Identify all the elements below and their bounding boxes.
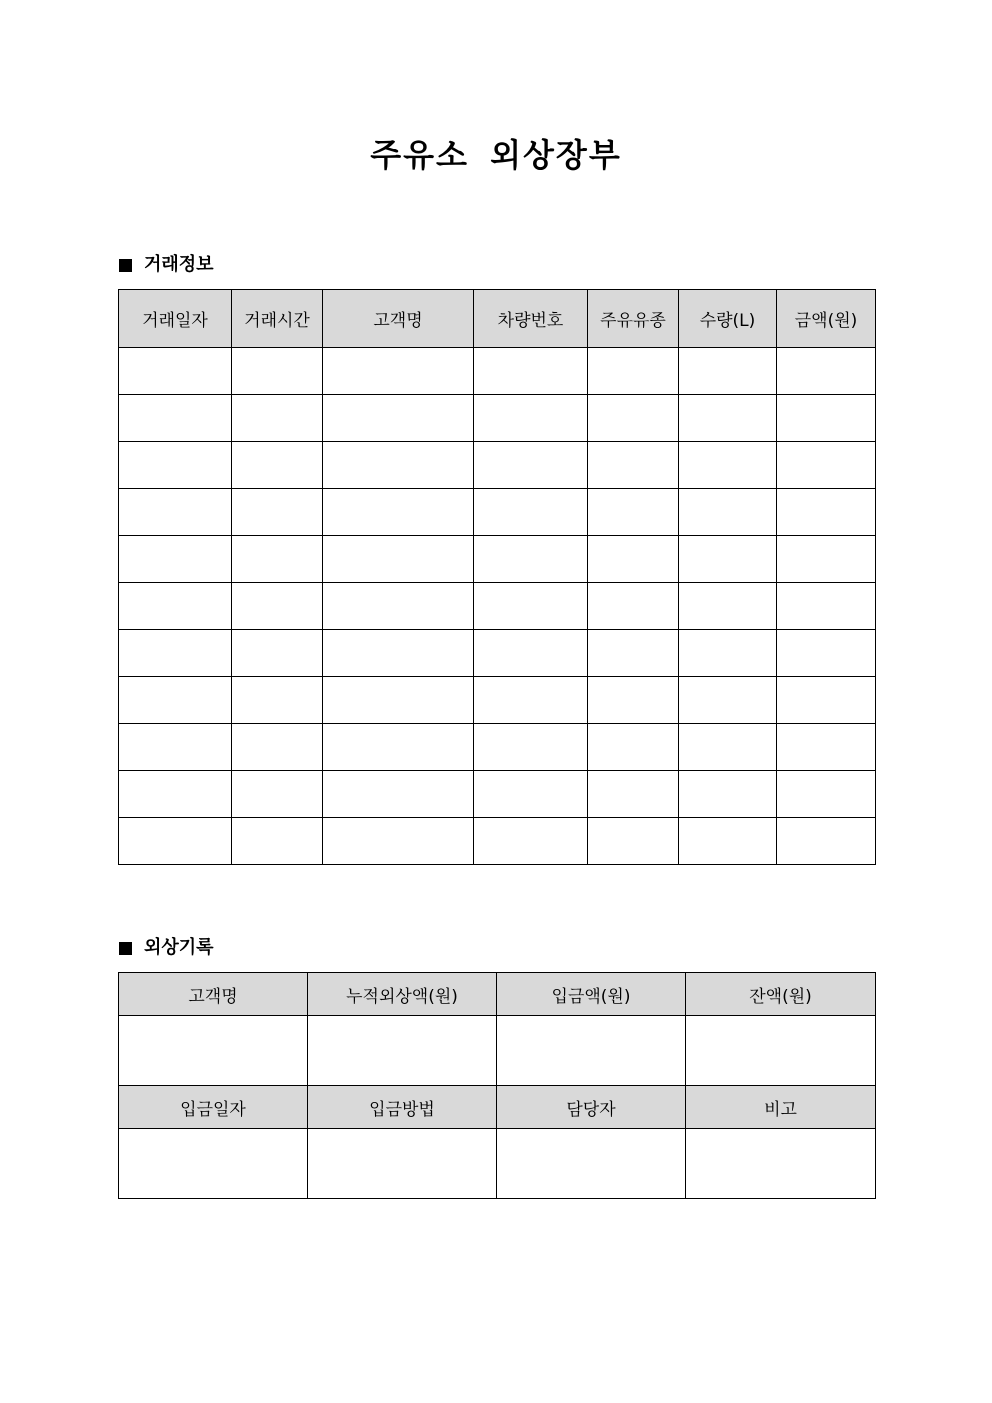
cell-customer[interactable] <box>323 348 474 395</box>
cell-fuel-type[interactable] <box>588 442 679 489</box>
cell-customer[interactable] <box>323 630 474 677</box>
credit-section-heading <box>119 936 214 960</box>
square-bullet-icon <box>119 942 132 955</box>
cell-quantity[interactable] <box>679 818 777 865</box>
cell-vehicle-number[interactable] <box>474 630 588 677</box>
cell-date[interactable] <box>119 442 232 489</box>
cell-fuel-type[interactable] <box>588 348 679 395</box>
header-deposit-amount: 입금액(원) <box>497 973 686 1016</box>
cell-time[interactable] <box>232 724 323 771</box>
cell-time[interactable] <box>232 536 323 583</box>
cell-date[interactable] <box>119 724 232 771</box>
cell-quantity[interactable] <box>679 395 777 442</box>
cell-customer[interactable] <box>323 489 474 536</box>
table-row <box>119 724 876 771</box>
credit-header-row-1 <box>119 973 876 1016</box>
table-row <box>119 536 876 583</box>
header-accumulated-credit: 누적외상액(원) <box>308 973 497 1016</box>
cell-deposit-amount[interactable] <box>497 1016 686 1086</box>
header-deposit-date: 입금일자 <box>119 1086 308 1129</box>
cell-time[interactable] <box>232 677 323 724</box>
cell-amount[interactable] <box>777 771 876 818</box>
credit-value-row-2 <box>119 1129 876 1199</box>
cell-amount[interactable] <box>777 724 876 771</box>
cell-customer[interactable] <box>323 395 474 442</box>
transaction-heading-text: 거래정보 <box>144 254 214 275</box>
page-title: 주유소 외상장부 <box>370 136 622 174</box>
cell-customer[interactable] <box>323 677 474 724</box>
transaction-table <box>118 289 876 865</box>
cell-vehicle-number[interactable] <box>474 442 588 489</box>
cell-time[interactable] <box>232 818 323 865</box>
cell-amount[interactable] <box>777 536 876 583</box>
table-row <box>119 771 876 818</box>
cell-balance[interactable] <box>686 1016 876 1086</box>
cell-vehicle-number[interactable] <box>474 677 588 724</box>
table-row <box>119 583 876 630</box>
cell-amount[interactable] <box>777 677 876 724</box>
cell-amount[interactable] <box>777 395 876 442</box>
cell-time[interactable] <box>232 348 323 395</box>
cell-fuel-type[interactable] <box>588 771 679 818</box>
table-row <box>119 818 876 865</box>
column-header-quantity: 수량(L) <box>679 290 777 348</box>
cell-fuel-type[interactable] <box>588 818 679 865</box>
cell-fuel-type[interactable] <box>588 630 679 677</box>
cell-time[interactable] <box>232 489 323 536</box>
cell-date[interactable] <box>119 771 232 818</box>
table-row <box>119 442 876 489</box>
credit-record-table <box>118 972 876 1199</box>
cell-vehicle-number[interactable] <box>474 818 588 865</box>
cell-quantity[interactable] <box>679 677 777 724</box>
cell-customer[interactable] <box>119 1016 308 1086</box>
cell-time[interactable] <box>232 442 323 489</box>
cell-amount[interactable] <box>777 442 876 489</box>
cell-vehicle-number[interactable] <box>474 348 588 395</box>
cell-quantity[interactable] <box>679 630 777 677</box>
cell-date[interactable] <box>119 677 232 724</box>
cell-fuel-type[interactable] <box>588 677 679 724</box>
cell-quantity[interactable] <box>679 771 777 818</box>
cell-vehicle-number[interactable] <box>474 395 588 442</box>
table-row <box>119 489 876 536</box>
cell-time[interactable] <box>232 630 323 677</box>
cell-date[interactable] <box>119 630 232 677</box>
cell-remarks[interactable] <box>686 1129 876 1199</box>
cell-date[interactable] <box>119 489 232 536</box>
table-row <box>119 348 876 395</box>
cell-time[interactable] <box>232 395 323 442</box>
column-header-customer: 고객명 <box>323 290 474 348</box>
cell-customer[interactable] <box>323 536 474 583</box>
cell-staff[interactable] <box>497 1129 686 1199</box>
header-staff: 담당자 <box>497 1086 686 1129</box>
cell-deposit-method[interactable] <box>308 1129 497 1199</box>
transaction-header-row <box>119 290 876 348</box>
cell-amount[interactable] <box>777 583 876 630</box>
column-header-vehicle-number: 차량번호 <box>474 290 588 348</box>
header-remarks: 비고 <box>686 1086 876 1129</box>
cell-vehicle-number[interactable] <box>474 489 588 536</box>
credit-heading-text: 외상기록 <box>144 937 214 958</box>
cell-amount[interactable] <box>777 630 876 677</box>
cell-fuel-type[interactable] <box>588 583 679 630</box>
column-header-time: 거래시간 <box>232 290 323 348</box>
cell-fuel-type[interactable] <box>588 395 679 442</box>
table-row <box>119 395 876 442</box>
square-bullet-icon <box>119 259 132 272</box>
cell-amount[interactable] <box>777 348 876 395</box>
cell-customer[interactable] <box>323 818 474 865</box>
credit-value-row-1 <box>119 1016 876 1086</box>
cell-quantity[interactable] <box>679 724 777 771</box>
header-deposit-method: 입금방법 <box>308 1086 497 1129</box>
cell-quantity[interactable] <box>679 489 777 536</box>
cell-time[interactable] <box>232 583 323 630</box>
cell-vehicle-number[interactable] <box>474 583 588 630</box>
cell-vehicle-number[interactable] <box>474 536 588 583</box>
cell-date[interactable] <box>119 818 232 865</box>
cell-quantity[interactable] <box>679 442 777 489</box>
column-header-fuel-type: 주유유종 <box>588 290 679 348</box>
cell-fuel-type[interactable] <box>588 724 679 771</box>
cell-time[interactable] <box>232 771 323 818</box>
cell-accumulated-credit[interactable] <box>308 1016 497 1086</box>
cell-quantity[interactable] <box>679 536 777 583</box>
credit-header-row-2 <box>119 1086 876 1129</box>
cell-customer[interactable] <box>323 442 474 489</box>
cell-vehicle-number[interactable] <box>474 724 588 771</box>
cell-amount[interactable] <box>777 489 876 536</box>
column-header-date: 거래일자 <box>119 290 232 348</box>
cell-deposit-date[interactable] <box>119 1129 308 1199</box>
cell-quantity[interactable] <box>679 348 777 395</box>
cell-customer[interactable] <box>323 583 474 630</box>
cell-amount[interactable] <box>777 818 876 865</box>
cell-date[interactable] <box>119 536 232 583</box>
cell-fuel-type[interactable] <box>588 536 679 583</box>
cell-vehicle-number[interactable] <box>474 771 588 818</box>
table-row <box>119 630 876 677</box>
cell-fuel-type[interactable] <box>588 489 679 536</box>
cell-date[interactable] <box>119 583 232 630</box>
table-row <box>119 677 876 724</box>
header-balance: 잔액(원) <box>686 973 876 1016</box>
cell-customer[interactable] <box>323 771 474 818</box>
cell-quantity[interactable] <box>679 583 777 630</box>
header-customer: 고객명 <box>119 973 308 1016</box>
cell-date[interactable] <box>119 395 232 442</box>
column-header-amount: 금액(원) <box>777 290 876 348</box>
cell-customer[interactable] <box>323 724 474 771</box>
transaction-section-heading <box>119 253 214 277</box>
cell-date[interactable] <box>119 348 232 395</box>
